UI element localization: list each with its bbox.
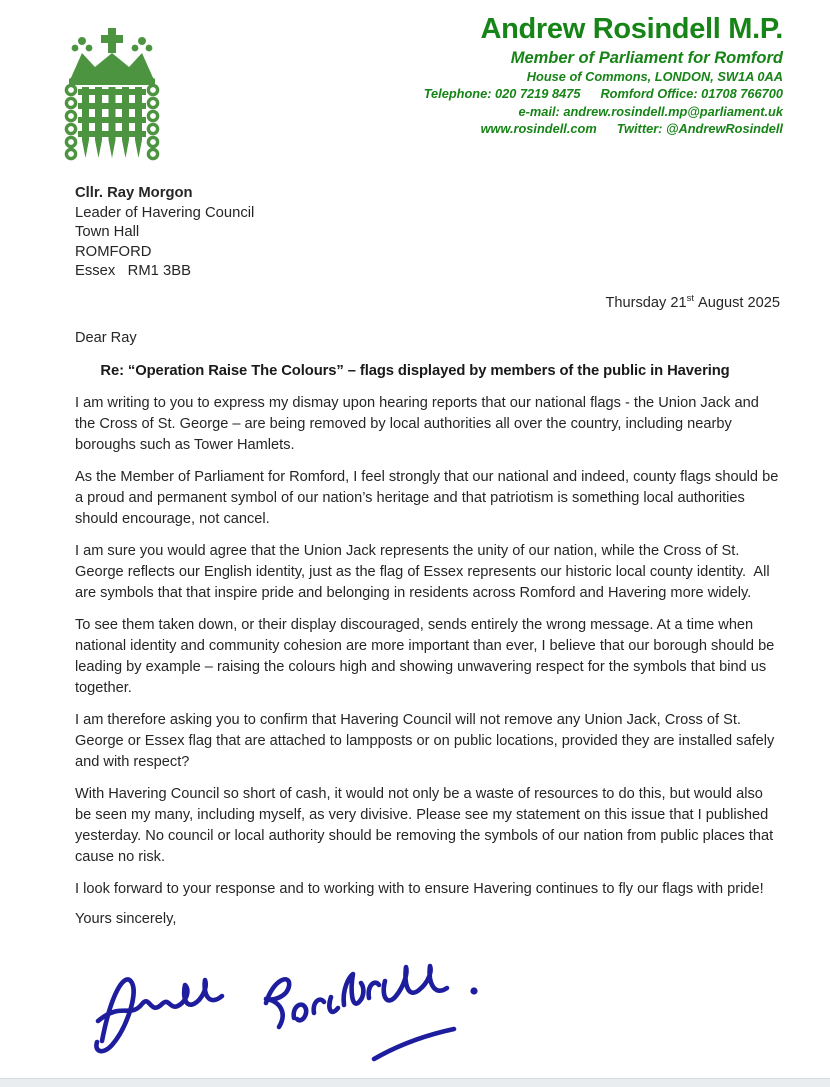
paragraph: With Havering Council so short of cash, it would not only be a waste of resources to do this, but would also be seen my many, including myself, as very divisive. Please see my statement on this issue that I published yesterday. No council or local authority should be removing the symbols of our nation from public places that cause no risk.: [75, 785, 774, 865]
date-ordinal: st: [686, 292, 694, 304]
recipient-postcode: Essex RM1 3BB: [75, 263, 191, 279]
date-main: Thursday 21: [605, 294, 687, 311]
letter-date: [0, 292, 830, 311]
website-url: www.rosindell.com: [480, 121, 597, 136]
letter-body: [75, 393, 783, 900]
mp-address: House of Commons, LONDON, SW1A 0AA: [526, 69, 783, 84]
closing: Yours sincerely,: [75, 910, 177, 927]
letterhead-text-block: [424, 12, 783, 138]
telephone-number: Telephone: 020 7219 8475: [423, 86, 581, 101]
recipient-address-block: [75, 184, 830, 282]
mp-title: Member of Parliament for Romford: [510, 49, 783, 67]
recipient-town: ROMFORD: [75, 243, 152, 260]
email-line: e-mail: andrew.rosindell.mp@parliament.uk: [518, 103, 783, 119]
twitter-handle: Twitter: @AndrewRosindell: [616, 121, 783, 136]
web-line: [424, 120, 783, 138]
recipient-role: Leader of Havering Council: [75, 204, 255, 221]
subject-line: Re: “Operation Raise The Colours” – flags displayed by members of the public in Havering: [100, 362, 730, 379]
recipient-name: Cllr. Ray Morgon: [75, 185, 193, 201]
handwritten-signature: [68, 939, 528, 1067]
paragraph: To see them taken down, or their display discouraged, sends entirely the wrong message. At a time when national identity and community cohesion are more important than ever, I believe that our borough should be leading by example – raising the colours high and showing unwavering respect for the symbols that bind us together.: [75, 616, 775, 696]
salutation: Dear Ray: [75, 329, 137, 346]
page-bottom-strip: [0, 1078, 830, 1087]
phone-line: [424, 85, 783, 103]
romford-office-number: Romford Office: 01708 766700: [600, 86, 783, 101]
paragraph: I am sure you would agree that the Union Jack represents the unity of our nation, while the Cross of St. George reflects our English identity, just as the flag of Essex represents our historic local county identity. All are symbols that that inspire pride and belonging in residents across Romford and Havering more widely.: [75, 542, 770, 601]
paragraph: I look forward to your response and to working with to ensure Havering continues to fly our flags with pride!: [75, 880, 764, 897]
paragraph: I am therefore asking you to confirm that Havering Council will not remove any Union Jack, Cross of St. George or Essex flag that are attached to lampposts or on public locations, provided they are installed safely and with respect?: [75, 711, 775, 770]
paragraph: I am writing to you to express my dismay upon hearing reports that our national flags - the Union Jack and the Cross of St. George – are being removed by local authorities all over the country, including nearby boroughs such as Tower Hamlets.: [75, 394, 759, 453]
letterhead: [0, 0, 830, 168]
portcullis-crown-icon: [62, 26, 162, 166]
paragraph: As the Member of Parliament for Romford, I feel strongly that our national and indeed, county flags should be a proud and permanent symbol of our nation’s heritage and that patriotism is something local authorities should encourage, not cancel.: [75, 468, 779, 527]
recipient-address-line: Town Hall: [75, 224, 140, 240]
date-rest: August 2025: [693, 294, 780, 311]
mp-name: Andrew Rosindell M.P.: [480, 13, 783, 45]
